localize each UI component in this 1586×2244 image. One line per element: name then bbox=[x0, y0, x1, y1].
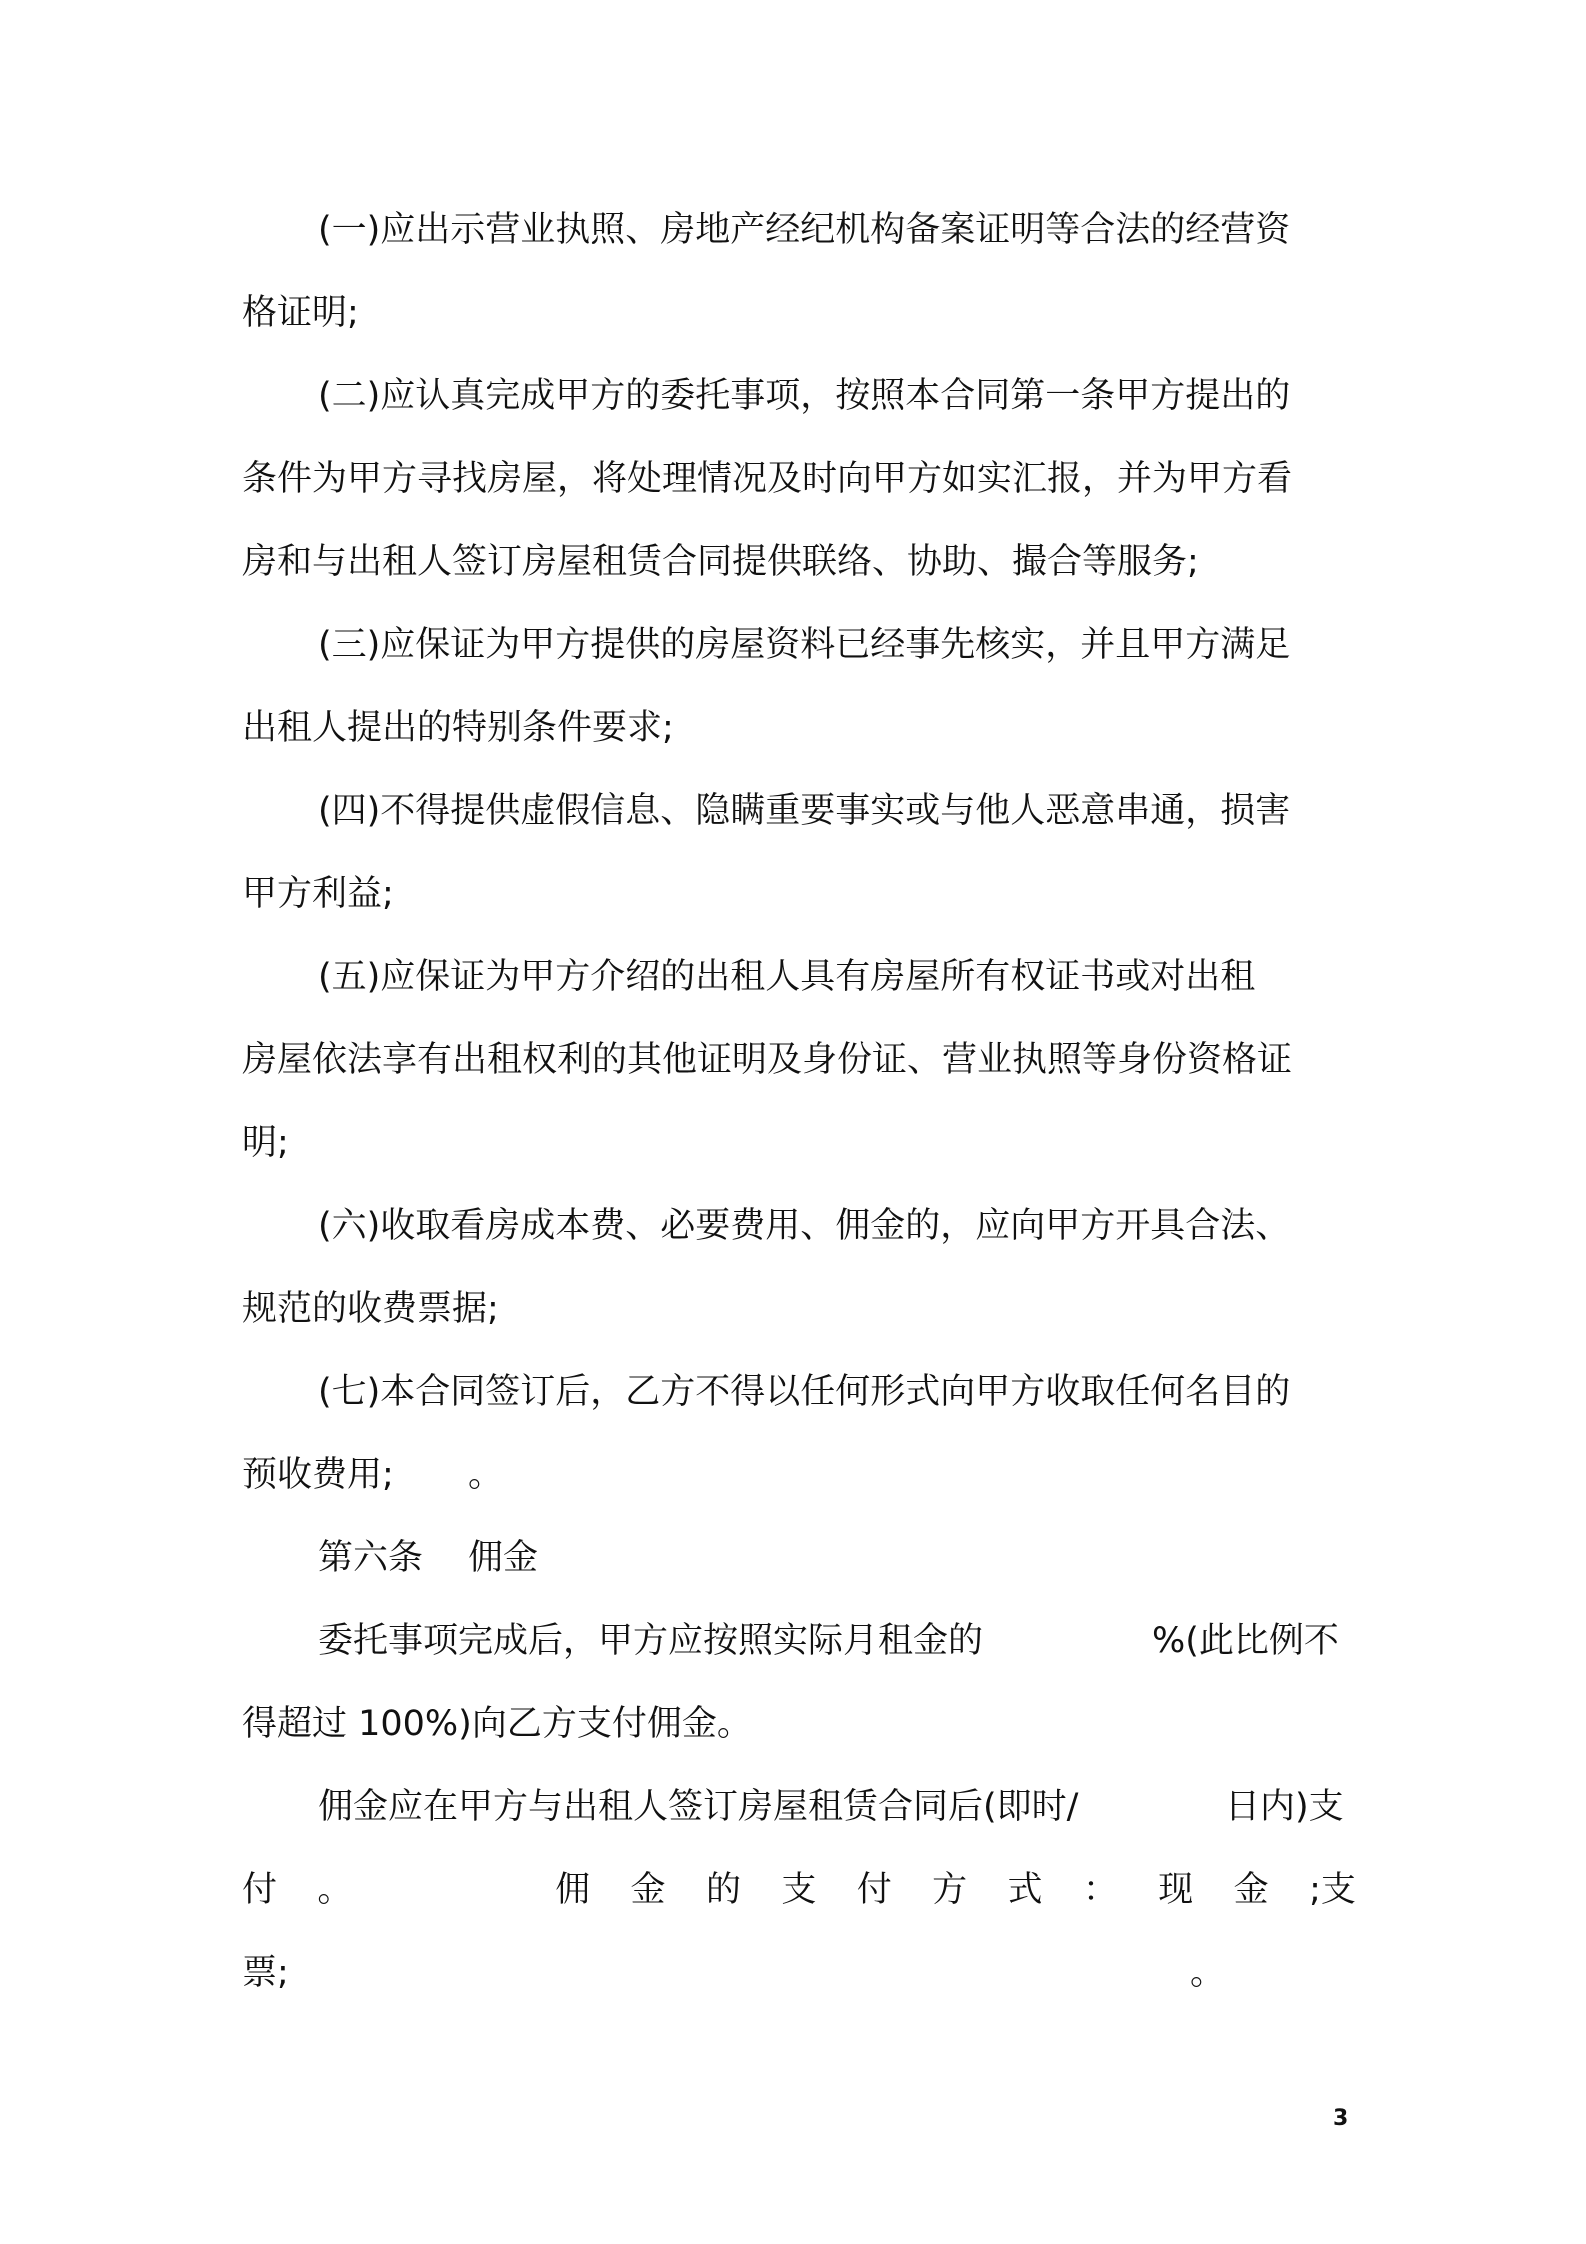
text-line: 委托事项完成后，甲方应按照实际月租金的 bbox=[318, 1621, 984, 1661]
text-char: 付 bbox=[242, 1870, 278, 1910]
text-line: 房屋依法享有出租权利的其他证明及身份证、营业执照等身份资格证 bbox=[242, 1040, 1293, 1080]
text-char: 付 bbox=[856, 1870, 892, 1910]
text-line: 出租人提出的特别条件要求; bbox=[242, 708, 674, 748]
text-char: 现 bbox=[1158, 1870, 1194, 1910]
text-char: 的 bbox=[705, 1870, 741, 1910]
text-char: 方 bbox=[932, 1870, 968, 1910]
text-char: 金 bbox=[630, 1870, 666, 1910]
text-char: 金 bbox=[1233, 1870, 1269, 1910]
text-line: 条件为甲方寻找房屋，将处理情况及时向甲方如实汇报，并为甲方看 bbox=[242, 459, 1293, 499]
page-number: 3 bbox=[1333, 2106, 1349, 2131]
text-line: %(此比例不 bbox=[1152, 1621, 1339, 1661]
text-line: 日内)支 bbox=[1225, 1787, 1344, 1827]
text-line: 明; bbox=[242, 1123, 289, 1163]
text-line: (四)不得提供虚假信息、隐瞒重要事实或与他人恶意串通，损害 bbox=[318, 791, 1291, 831]
text-char: ;支 bbox=[1309, 1870, 1356, 1910]
text-line: (三)应保证为甲方提供的房屋资料已经事先核实，并且甲方满足 bbox=[318, 625, 1291, 665]
text-char: 。 bbox=[317, 1870, 353, 1910]
text-line: 房和与出租人签订房屋租赁合同提供联络、协助、撮合等服务; bbox=[242, 542, 1199, 582]
text-char: 支 bbox=[781, 1870, 817, 1910]
text-char: ： bbox=[1082, 1870, 1118, 1910]
text-char: 佣 bbox=[555, 1870, 591, 1910]
spaced-text-line bbox=[242, 1870, 1356, 1910]
text-line: 。 bbox=[1190, 1953, 1226, 1993]
text-line: 佣金应在甲方与出租人签订房屋租赁合同后(即时/ bbox=[318, 1787, 1079, 1827]
text-line: (六)收取看房成本费、必要费用、佣金的，应向甲方开具合法、 bbox=[318, 1206, 1291, 1246]
text-line: 规范的收费票据; bbox=[242, 1289, 499, 1329]
text-char: 式 bbox=[1007, 1870, 1043, 1910]
text-line: (一)应出示营业执照、房地产经纪机构备案证明等合法的经营资 bbox=[318, 210, 1291, 250]
text-line: (五)应保证为甲方介绍的出租人具有房屋所有权证书或对出租 bbox=[318, 957, 1256, 997]
text-line: 票; bbox=[242, 1953, 289, 1993]
text-line: (二)应认真完成甲方的委托事项，按照本合同第一条甲方提出的 bbox=[318, 376, 1291, 416]
text-line: 甲方利益; bbox=[242, 874, 394, 914]
article-number: 第六条 bbox=[318, 1538, 424, 1578]
text-line: 格证明; bbox=[242, 293, 359, 333]
text-line: 。 bbox=[468, 1455, 504, 1495]
text-line: (七)本合同签订后，乙方不得以任何形式向甲方收取任何名目的 bbox=[318, 1372, 1291, 1412]
text-line: 得超过 100%)向乙方支付佣金。 bbox=[242, 1704, 752, 1744]
text-line: 预收费用; bbox=[242, 1455, 394, 1495]
article-title: 佣金 bbox=[468, 1538, 539, 1578]
